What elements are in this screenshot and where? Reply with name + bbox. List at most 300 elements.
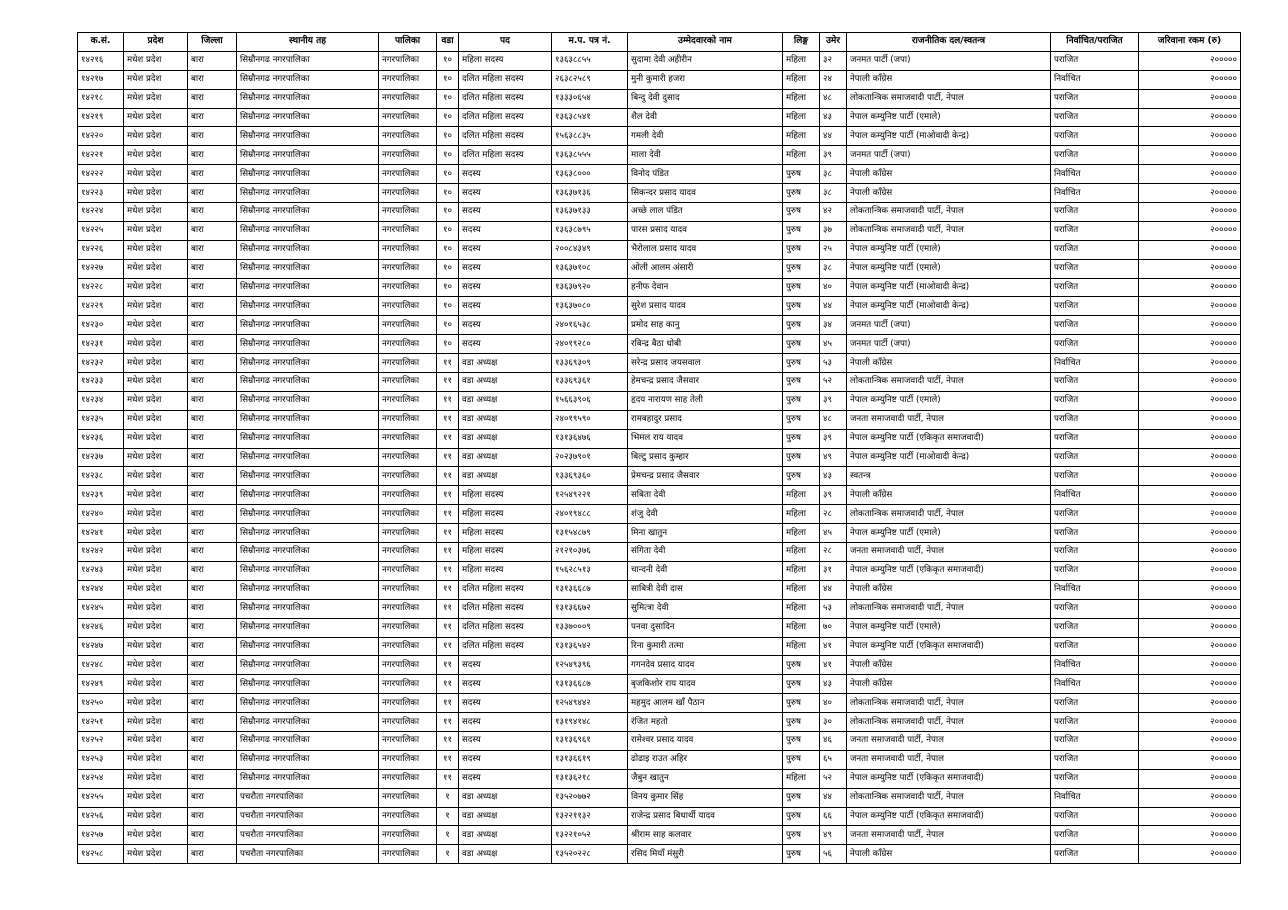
fine-amount-cell: २००००० bbox=[1139, 391, 1241, 410]
local-level-cell: सिम्रौनगढ नगरपालिका bbox=[237, 694, 379, 713]
result-cell: पराजित bbox=[1051, 316, 1139, 335]
candidate-name-cell: रबिन्द्र बैठा धोबी bbox=[628, 335, 783, 354]
province-cell: मधेश प्रदेश bbox=[124, 618, 188, 637]
province-cell: मधेश प्रदेश bbox=[124, 750, 188, 769]
candidate-name-cell: बिल्टु प्रसाद कुम्हार bbox=[628, 448, 783, 467]
province-cell: मधेश प्रदेश bbox=[124, 637, 188, 656]
fine-amount-cell: २००००० bbox=[1139, 448, 1241, 467]
table-row bbox=[78, 335, 1241, 354]
province-cell: मधेश प्रदेश bbox=[124, 108, 188, 127]
age-cell: ४४ bbox=[820, 127, 847, 146]
candidate-name-cell: ओली आलम अंसारी bbox=[628, 259, 783, 278]
district-cell: बारा bbox=[188, 127, 237, 146]
fine-amount-cell: २००००० bbox=[1139, 543, 1241, 562]
party-cell: नेपाली काँग्रेस bbox=[847, 580, 1051, 599]
ballot-no-cell: १३५२०२२८ bbox=[552, 845, 628, 864]
post-cell: महिला सदस्य bbox=[459, 543, 552, 562]
table-row bbox=[78, 373, 1241, 392]
local-level-cell: सिम्रौनगढ नगरपालिका bbox=[237, 675, 379, 694]
district-cell: बारा bbox=[188, 297, 237, 316]
age-cell: ३८ bbox=[820, 184, 847, 203]
province-cell: मधेश प्रदेश bbox=[124, 259, 188, 278]
gender-cell: पुरुष bbox=[783, 845, 820, 864]
result-cell: पराजित bbox=[1051, 505, 1139, 524]
district-cell: बारा bbox=[188, 221, 237, 240]
party-cell: नेपाल कम्युनिष्ट पार्टी (एमाले) bbox=[847, 259, 1051, 278]
serial-cell: १४२४७ bbox=[78, 637, 124, 656]
candidate-name-cell: प्रमोद साह कानु bbox=[628, 316, 783, 335]
age-cell: ४६ bbox=[820, 731, 847, 750]
post-cell: सदस्य bbox=[459, 694, 552, 713]
gender-cell: पुरुष bbox=[783, 297, 820, 316]
result-cell: पराजित bbox=[1051, 467, 1139, 486]
result-cell: निर्वाचित bbox=[1051, 354, 1139, 373]
province-cell: मधेश प्रदेश bbox=[124, 467, 188, 486]
ward-cell: ११ bbox=[437, 391, 459, 410]
candidate-name-cell: हृदय नारायण साह तेली bbox=[628, 391, 783, 410]
gender-cell: महिला bbox=[783, 51, 820, 70]
post-cell: वडा अध्यक्ष bbox=[459, 373, 552, 392]
party-cell: नेपाली काँग्रेस bbox=[847, 354, 1051, 373]
fine-amount-cell: २००००० bbox=[1139, 108, 1241, 127]
age-cell: २८ bbox=[820, 543, 847, 562]
palika-cell: नगरपालिका bbox=[379, 543, 437, 562]
local-level-cell: सिम्रौनगढ नगरपालिका bbox=[237, 89, 379, 108]
gender-cell: पुरुष bbox=[783, 448, 820, 467]
fine-amount-cell: २००००० bbox=[1139, 297, 1241, 316]
result-cell: पराजित bbox=[1051, 127, 1139, 146]
age-cell: ४० bbox=[820, 278, 847, 297]
table-row bbox=[78, 750, 1241, 769]
header-district: जिल्ला bbox=[188, 33, 237, 52]
party-cell: नेपाल कम्युनिष्ट पार्टी (एकिकृत समाजवादी) bbox=[847, 429, 1051, 448]
palika-cell: नगरपालिका bbox=[379, 316, 437, 335]
serial-cell: १४२५७ bbox=[78, 826, 124, 845]
district-cell: बारा bbox=[188, 51, 237, 70]
table-row bbox=[78, 429, 1241, 448]
party-cell: नेपाल कम्युनिष्ट पार्टी (एमाले) bbox=[847, 618, 1051, 637]
fine-amount-cell: २००००० bbox=[1139, 51, 1241, 70]
district-cell: बारा bbox=[188, 240, 237, 259]
post-cell: सदस्य bbox=[459, 656, 552, 675]
ballot-no-cell: १५६२८५१३ bbox=[552, 561, 628, 580]
ward-cell: १० bbox=[437, 165, 459, 184]
candidate-name-cell: अच्छे लाल पंडित bbox=[628, 203, 783, 222]
result-cell: पराजित bbox=[1051, 448, 1139, 467]
candidate-name-cell: संगिता देवी bbox=[628, 543, 783, 562]
age-cell: ३९ bbox=[820, 486, 847, 505]
palika-cell: नगरपालिका bbox=[379, 656, 437, 675]
post-cell: सदस्य bbox=[459, 221, 552, 240]
gender-cell: महिला bbox=[783, 89, 820, 108]
party-cell: नेपाली काँग्रेस bbox=[847, 184, 1051, 203]
fine-amount-cell: २००००० bbox=[1139, 259, 1241, 278]
local-level-cell: सिम्रौनगढ नगरपालिका bbox=[237, 713, 379, 732]
palika-cell: नगरपालिका bbox=[379, 731, 437, 750]
ballot-no-cell: १५६६३९०६ bbox=[552, 391, 628, 410]
fine-amount-cell: २००००० bbox=[1139, 694, 1241, 713]
ballot-no-cell: १३६३७१०८ bbox=[552, 259, 628, 278]
local-level-cell: सिम्रौनगढ नगरपालिका bbox=[237, 580, 379, 599]
result-cell: पराजित bbox=[1051, 713, 1139, 732]
result-cell: पराजित bbox=[1051, 89, 1139, 108]
palika-cell: नगरपालिका bbox=[379, 505, 437, 524]
province-cell: मधेश प्रदेश bbox=[124, 543, 188, 562]
palika-cell: नगरपालिका bbox=[379, 410, 437, 429]
candidate-name-cell: गमली देवी bbox=[628, 127, 783, 146]
fine-amount-cell: २००००० bbox=[1139, 184, 1241, 203]
table-row bbox=[78, 599, 1241, 618]
age-cell: ५२ bbox=[820, 373, 847, 392]
ballot-no-cell: २४०१९२८० bbox=[552, 335, 628, 354]
post-cell: वडा अध्यक्ष bbox=[459, 845, 552, 864]
gender-cell: पुरुष bbox=[783, 354, 820, 373]
district-cell: बारा bbox=[188, 561, 237, 580]
age-cell: ४८ bbox=[820, 89, 847, 108]
gender-cell: पुरुष bbox=[783, 750, 820, 769]
post-cell: वडा अध्यक्ष bbox=[459, 410, 552, 429]
local-level-cell: सिम्रौनगढ नगरपालिका bbox=[237, 203, 379, 222]
palika-cell: नगरपालिका bbox=[379, 146, 437, 165]
district-cell: बारा bbox=[188, 448, 237, 467]
header-ballot-no: म.प. पत्र नं. bbox=[552, 33, 628, 52]
district-cell: बारा bbox=[188, 259, 237, 278]
gender-cell: महिला bbox=[783, 543, 820, 562]
candidate-name-cell: ढोढाइ राउत अहिर bbox=[628, 750, 783, 769]
province-cell: मधेश प्रदेश bbox=[124, 486, 188, 505]
local-level-cell: सिम्रौनगढ नगरपालिका bbox=[237, 184, 379, 203]
table-row bbox=[78, 637, 1241, 656]
table-row bbox=[78, 127, 1241, 146]
district-cell: बारा bbox=[188, 788, 237, 807]
fine-amount-cell: २००००० bbox=[1139, 731, 1241, 750]
result-cell: पराजित bbox=[1051, 694, 1139, 713]
candidate-name-cell: बृजकिशोर राय यादव bbox=[628, 675, 783, 694]
age-cell: ४० bbox=[820, 694, 847, 713]
serial-cell: १४२५१ bbox=[78, 713, 124, 732]
district-cell: बारा bbox=[188, 656, 237, 675]
ward-cell: ११ bbox=[437, 467, 459, 486]
age-cell: ४२ bbox=[820, 203, 847, 222]
local-level-cell: सिम्रौनगढ नगरपालिका bbox=[237, 108, 379, 127]
palika-cell: नगरपालिका bbox=[379, 240, 437, 259]
gender-cell: पुरुष bbox=[783, 807, 820, 826]
district-cell: बारा bbox=[188, 731, 237, 750]
palika-cell: नगरपालिका bbox=[379, 70, 437, 89]
age-cell: ७० bbox=[820, 618, 847, 637]
serial-cell: १४२३१ bbox=[78, 335, 124, 354]
ward-cell: १० bbox=[437, 89, 459, 108]
result-cell: पराजित bbox=[1051, 845, 1139, 864]
serial-cell: १४२३८ bbox=[78, 467, 124, 486]
serial-cell: १४२४० bbox=[78, 505, 124, 524]
serial-cell: १४२४४ bbox=[78, 580, 124, 599]
province-cell: मधेश प्रदेश bbox=[124, 70, 188, 89]
post-cell: सदस्य bbox=[459, 750, 552, 769]
gender-cell: महिला bbox=[783, 146, 820, 165]
post-cell: सदस्य bbox=[459, 203, 552, 222]
serial-cell: १४२२३ bbox=[78, 184, 124, 203]
party-cell: नेपाल कम्युनिष्ट पार्टी (एमाले) bbox=[847, 524, 1051, 543]
candidate-name-cell: गगनदेव प्रसाद यादव bbox=[628, 656, 783, 675]
serial-cell: १४२२७ bbox=[78, 259, 124, 278]
candidate-name-cell: पारस प्रसाद यादव bbox=[628, 221, 783, 240]
age-cell: २४ bbox=[820, 70, 847, 89]
serial-cell: १४२४८ bbox=[78, 656, 124, 675]
table-row bbox=[78, 240, 1241, 259]
palika-cell: नगरपालिका bbox=[379, 203, 437, 222]
serial-cell: १४२५० bbox=[78, 694, 124, 713]
party-cell: लोकतान्त्रिक समाजवादी पार्टी, नेपाल bbox=[847, 373, 1051, 392]
post-cell: सदस्य bbox=[459, 259, 552, 278]
candidate-name-cell: विनोद पंडित bbox=[628, 165, 783, 184]
ballot-no-cell: २४०१९४८८ bbox=[552, 505, 628, 524]
result-cell: पराजित bbox=[1051, 203, 1139, 222]
ballot-no-cell: १३२२११३२ bbox=[552, 807, 628, 826]
province-cell: मधेश प्रदेश bbox=[124, 297, 188, 316]
age-cell: ४५ bbox=[820, 524, 847, 543]
party-cell: लोकतान्त्रिक समाजवादी पार्टी, नेपाल bbox=[847, 599, 1051, 618]
age-cell: ६५ bbox=[820, 750, 847, 769]
district-cell: बारा bbox=[188, 807, 237, 826]
gender-cell: पुरुष bbox=[783, 259, 820, 278]
table-row bbox=[78, 316, 1241, 335]
age-cell: ४४ bbox=[820, 297, 847, 316]
palika-cell: नगरपालिका bbox=[379, 561, 437, 580]
serial-cell: १४२३२ bbox=[78, 354, 124, 373]
local-level-cell: सिम्रौनगढ नगरपालिका bbox=[237, 51, 379, 70]
serial-cell: १४२४३ bbox=[78, 561, 124, 580]
local-level-cell: सिम्रौनगढ नगरपालिका bbox=[237, 637, 379, 656]
party-cell: नेपाल कम्युनिष्ट पार्टी (माओवादी केन्द्र) bbox=[847, 297, 1051, 316]
fine-amount-cell: २००००० bbox=[1139, 618, 1241, 637]
post-cell: दलित महिला सदस्य bbox=[459, 580, 552, 599]
candidate-name-cell: सुदामा देवी अहीरीन bbox=[628, 51, 783, 70]
district-cell: बारा bbox=[188, 845, 237, 864]
ward-cell: १० bbox=[437, 70, 459, 89]
post-cell: महिला सदस्य bbox=[459, 524, 552, 543]
ballot-no-cell: १५६३८८३५ bbox=[552, 127, 628, 146]
ward-cell: १ bbox=[437, 845, 459, 864]
candidate-name-cell: हनीफ देवान bbox=[628, 278, 783, 297]
palika-cell: नगरपालिका bbox=[379, 259, 437, 278]
post-cell: वडा अध्यक्ष bbox=[459, 448, 552, 467]
ward-cell: १० bbox=[437, 259, 459, 278]
result-cell: पराजित bbox=[1051, 259, 1139, 278]
ward-cell: १० bbox=[437, 297, 459, 316]
party-cell: जनमत पार्टी (जपा) bbox=[847, 146, 1051, 165]
ward-cell: १० bbox=[437, 127, 459, 146]
ward-cell: १० bbox=[437, 240, 459, 259]
serial-cell: १४२५४ bbox=[78, 769, 124, 788]
ward-cell: ११ bbox=[437, 524, 459, 543]
post-cell: दलित महिला सदस्य bbox=[459, 599, 552, 618]
table-row bbox=[78, 618, 1241, 637]
table-row bbox=[78, 694, 1241, 713]
province-cell: मधेश प्रदेश bbox=[124, 278, 188, 297]
serial-cell: १४२१६ bbox=[78, 51, 124, 70]
age-cell: ३० bbox=[820, 713, 847, 732]
post-cell: सदस्य bbox=[459, 316, 552, 335]
local-level-cell: सिम्रौनगढ नगरपालिका bbox=[237, 70, 379, 89]
gender-cell: पुरुष bbox=[783, 278, 820, 297]
serial-cell: १४२४२ bbox=[78, 543, 124, 562]
post-cell: सदस्य bbox=[459, 165, 552, 184]
ward-cell: ११ bbox=[437, 675, 459, 694]
candidate-name-cell: रामेश्वर प्रसाद यादव bbox=[628, 731, 783, 750]
gender-cell: पुरुष bbox=[783, 373, 820, 392]
table-row bbox=[78, 70, 1241, 89]
province-cell: मधेश प्रदेश bbox=[124, 731, 188, 750]
age-cell: ६६ bbox=[820, 807, 847, 826]
ballot-no-cell: २६३८२५८९ bbox=[552, 70, 628, 89]
result-cell: पराजित bbox=[1051, 826, 1139, 845]
palika-cell: नगरपालिका bbox=[379, 297, 437, 316]
fine-amount-cell: २००००० bbox=[1139, 826, 1241, 845]
table-row bbox=[78, 656, 1241, 675]
palika-cell: नगरपालिका bbox=[379, 127, 437, 146]
ward-cell: ११ bbox=[437, 599, 459, 618]
result-cell: पराजित bbox=[1051, 731, 1139, 750]
party-cell: जनमत पार्टी (जपा) bbox=[847, 316, 1051, 335]
party-cell: लोकतान्त्रिक समाजवादी पार्टी, नेपाल bbox=[847, 788, 1051, 807]
gender-cell: महिला bbox=[783, 127, 820, 146]
province-cell: मधेश प्रदेश bbox=[124, 89, 188, 108]
district-cell: बारा bbox=[188, 694, 237, 713]
fine-amount-cell: २००००० bbox=[1139, 505, 1241, 524]
party-cell: नेपाली काँग्रेस bbox=[847, 656, 1051, 675]
candidate-name-cell: शैल देवी bbox=[628, 108, 783, 127]
post-cell: वडा अध्यक्ष bbox=[459, 354, 552, 373]
palika-cell: नगरपालिका bbox=[379, 713, 437, 732]
post-cell: महिला सदस्य bbox=[459, 486, 552, 505]
party-cell: नेपाली काँग्रेस bbox=[847, 486, 1051, 505]
candidate-name-cell: श्रीराम साह कलवार bbox=[628, 826, 783, 845]
party-cell: नेपाल कम्युनिष्ट पार्टी (एमाले) bbox=[847, 240, 1051, 259]
local-level-cell: पचरौता नगरपालिका bbox=[237, 807, 379, 826]
candidate-name-cell: महमुद आलम खाँ पैठान bbox=[628, 694, 783, 713]
ballot-no-cell: १३५२०७७२ bbox=[552, 788, 628, 807]
party-cell: नेपाल कम्युनिष्ट पार्टी (माओवादी केन्द्र) bbox=[847, 448, 1051, 467]
district-cell: बारा bbox=[188, 335, 237, 354]
ward-cell: ११ bbox=[437, 637, 459, 656]
fine-amount-cell: २००००० bbox=[1139, 467, 1241, 486]
gender-cell: पुरुष bbox=[783, 240, 820, 259]
table-row bbox=[78, 788, 1241, 807]
serial-cell: १४२२९ bbox=[78, 297, 124, 316]
header-row bbox=[78, 33, 1241, 52]
age-cell: ५३ bbox=[820, 599, 847, 618]
ward-cell: १ bbox=[437, 826, 459, 845]
candidate-name-cell: पनवा दुसादिन bbox=[628, 618, 783, 637]
fine-amount-cell: २००००० bbox=[1139, 807, 1241, 826]
palika-cell: नगरपालिका bbox=[379, 429, 437, 448]
age-cell: ३८ bbox=[820, 165, 847, 184]
table-row bbox=[78, 543, 1241, 562]
district-cell: बारा bbox=[188, 373, 237, 392]
district-cell: बारा bbox=[188, 108, 237, 127]
ballot-no-cell: २०२३७९०१ bbox=[552, 448, 628, 467]
ballot-no-cell: १३१३६५४२ bbox=[552, 637, 628, 656]
province-cell: मधेश प्रदेश bbox=[124, 769, 188, 788]
ballot-no-cell: १३३७०००९ bbox=[552, 618, 628, 637]
party-cell: जनमत पार्टी (जपा) bbox=[847, 335, 1051, 354]
result-cell: पराजित bbox=[1051, 51, 1139, 70]
result-cell: पराजित bbox=[1051, 618, 1139, 637]
ballot-no-cell: २४०१६५३८ bbox=[552, 316, 628, 335]
result-cell: निर्वाचित bbox=[1051, 788, 1139, 807]
result-cell: निर्वाचित bbox=[1051, 675, 1139, 694]
ward-cell: १० bbox=[437, 316, 459, 335]
party-cell: जनता समाजवादी पार्टी, नेपाल bbox=[847, 543, 1051, 562]
table-row bbox=[78, 89, 1241, 108]
gender-cell: पुरुष bbox=[783, 826, 820, 845]
fine-amount-cell: २००००० bbox=[1139, 354, 1241, 373]
post-cell: दलित महिला सदस्य bbox=[459, 89, 552, 108]
candidate-name-cell: मुनी कुमारी हजरा bbox=[628, 70, 783, 89]
ward-cell: १० bbox=[437, 146, 459, 165]
age-cell: ५३ bbox=[820, 354, 847, 373]
table-row bbox=[78, 51, 1241, 70]
candidate-name-cell: सबिता देवी bbox=[628, 486, 783, 505]
province-cell: मधेश प्रदेश bbox=[124, 221, 188, 240]
ballot-no-cell: १३१३६९६१ bbox=[552, 731, 628, 750]
palika-cell: नगरपालिका bbox=[379, 448, 437, 467]
province-cell: मधेश प्रदेश bbox=[124, 184, 188, 203]
province-cell: मधेश प्रदेश bbox=[124, 354, 188, 373]
ballot-no-cell: १३१३६६१९ bbox=[552, 750, 628, 769]
ward-cell: ११ bbox=[437, 505, 459, 524]
local-level-cell: सिम्रौनगढ नगरपालिका bbox=[237, 259, 379, 278]
ward-cell: ११ bbox=[437, 410, 459, 429]
serial-cell: १४२१८ bbox=[78, 89, 124, 108]
ballot-no-cell: १२५४९४४२ bbox=[552, 694, 628, 713]
district-cell: बारा bbox=[188, 354, 237, 373]
gender-cell: महिला bbox=[783, 70, 820, 89]
table-row bbox=[78, 467, 1241, 486]
gender-cell: महिला bbox=[783, 486, 820, 505]
ballot-no-cell: १३३६९३६१ bbox=[552, 373, 628, 392]
palika-cell: नगरपालिका bbox=[379, 89, 437, 108]
palika-cell: नगरपालिका bbox=[379, 354, 437, 373]
local-level-cell: सिम्रौनगढ नगरपालिका bbox=[237, 769, 379, 788]
province-cell: मधेश प्रदेश bbox=[124, 807, 188, 826]
district-cell: बारा bbox=[188, 146, 237, 165]
candidate-name-cell: बिन्दु देवी दुसाद bbox=[628, 89, 783, 108]
district-cell: बारा bbox=[188, 410, 237, 429]
post-cell: सदस्य bbox=[459, 278, 552, 297]
district-cell: बारा bbox=[188, 750, 237, 769]
party-cell: नेपाल कम्युनिष्ट पार्टी (माओवादी केन्द्र) bbox=[847, 278, 1051, 297]
candidate-name-cell: माला देवी bbox=[628, 146, 783, 165]
serial-cell: १४२३५ bbox=[78, 410, 124, 429]
local-level-cell: पचरौता नगरपालिका bbox=[237, 826, 379, 845]
post-cell: सदस्य bbox=[459, 297, 552, 316]
palika-cell: नगरपालिका bbox=[379, 618, 437, 637]
province-cell: मधेश प्रदेश bbox=[124, 203, 188, 222]
header-fine-amount: जरिवाना रकम (रु) bbox=[1139, 33, 1241, 52]
fine-amount-cell: २००००० bbox=[1139, 89, 1241, 108]
post-cell: वडा अध्यक्ष bbox=[459, 807, 552, 826]
fine-amount-cell: २००००० bbox=[1139, 656, 1241, 675]
candidate-name-cell: सरेन्द्र प्रसाद जयसवाल bbox=[628, 354, 783, 373]
local-level-cell: सिम्रौनगढ नगरपालिका bbox=[237, 335, 379, 354]
party-cell: जनता समाजवादी पार्टी, नेपाल bbox=[847, 826, 1051, 845]
palika-cell: नगरपालिका bbox=[379, 637, 437, 656]
candidate-name-cell: रिना कुमारी तत्मा bbox=[628, 637, 783, 656]
palika-cell: नगरपालिका bbox=[379, 694, 437, 713]
result-cell: पराजित bbox=[1051, 524, 1139, 543]
